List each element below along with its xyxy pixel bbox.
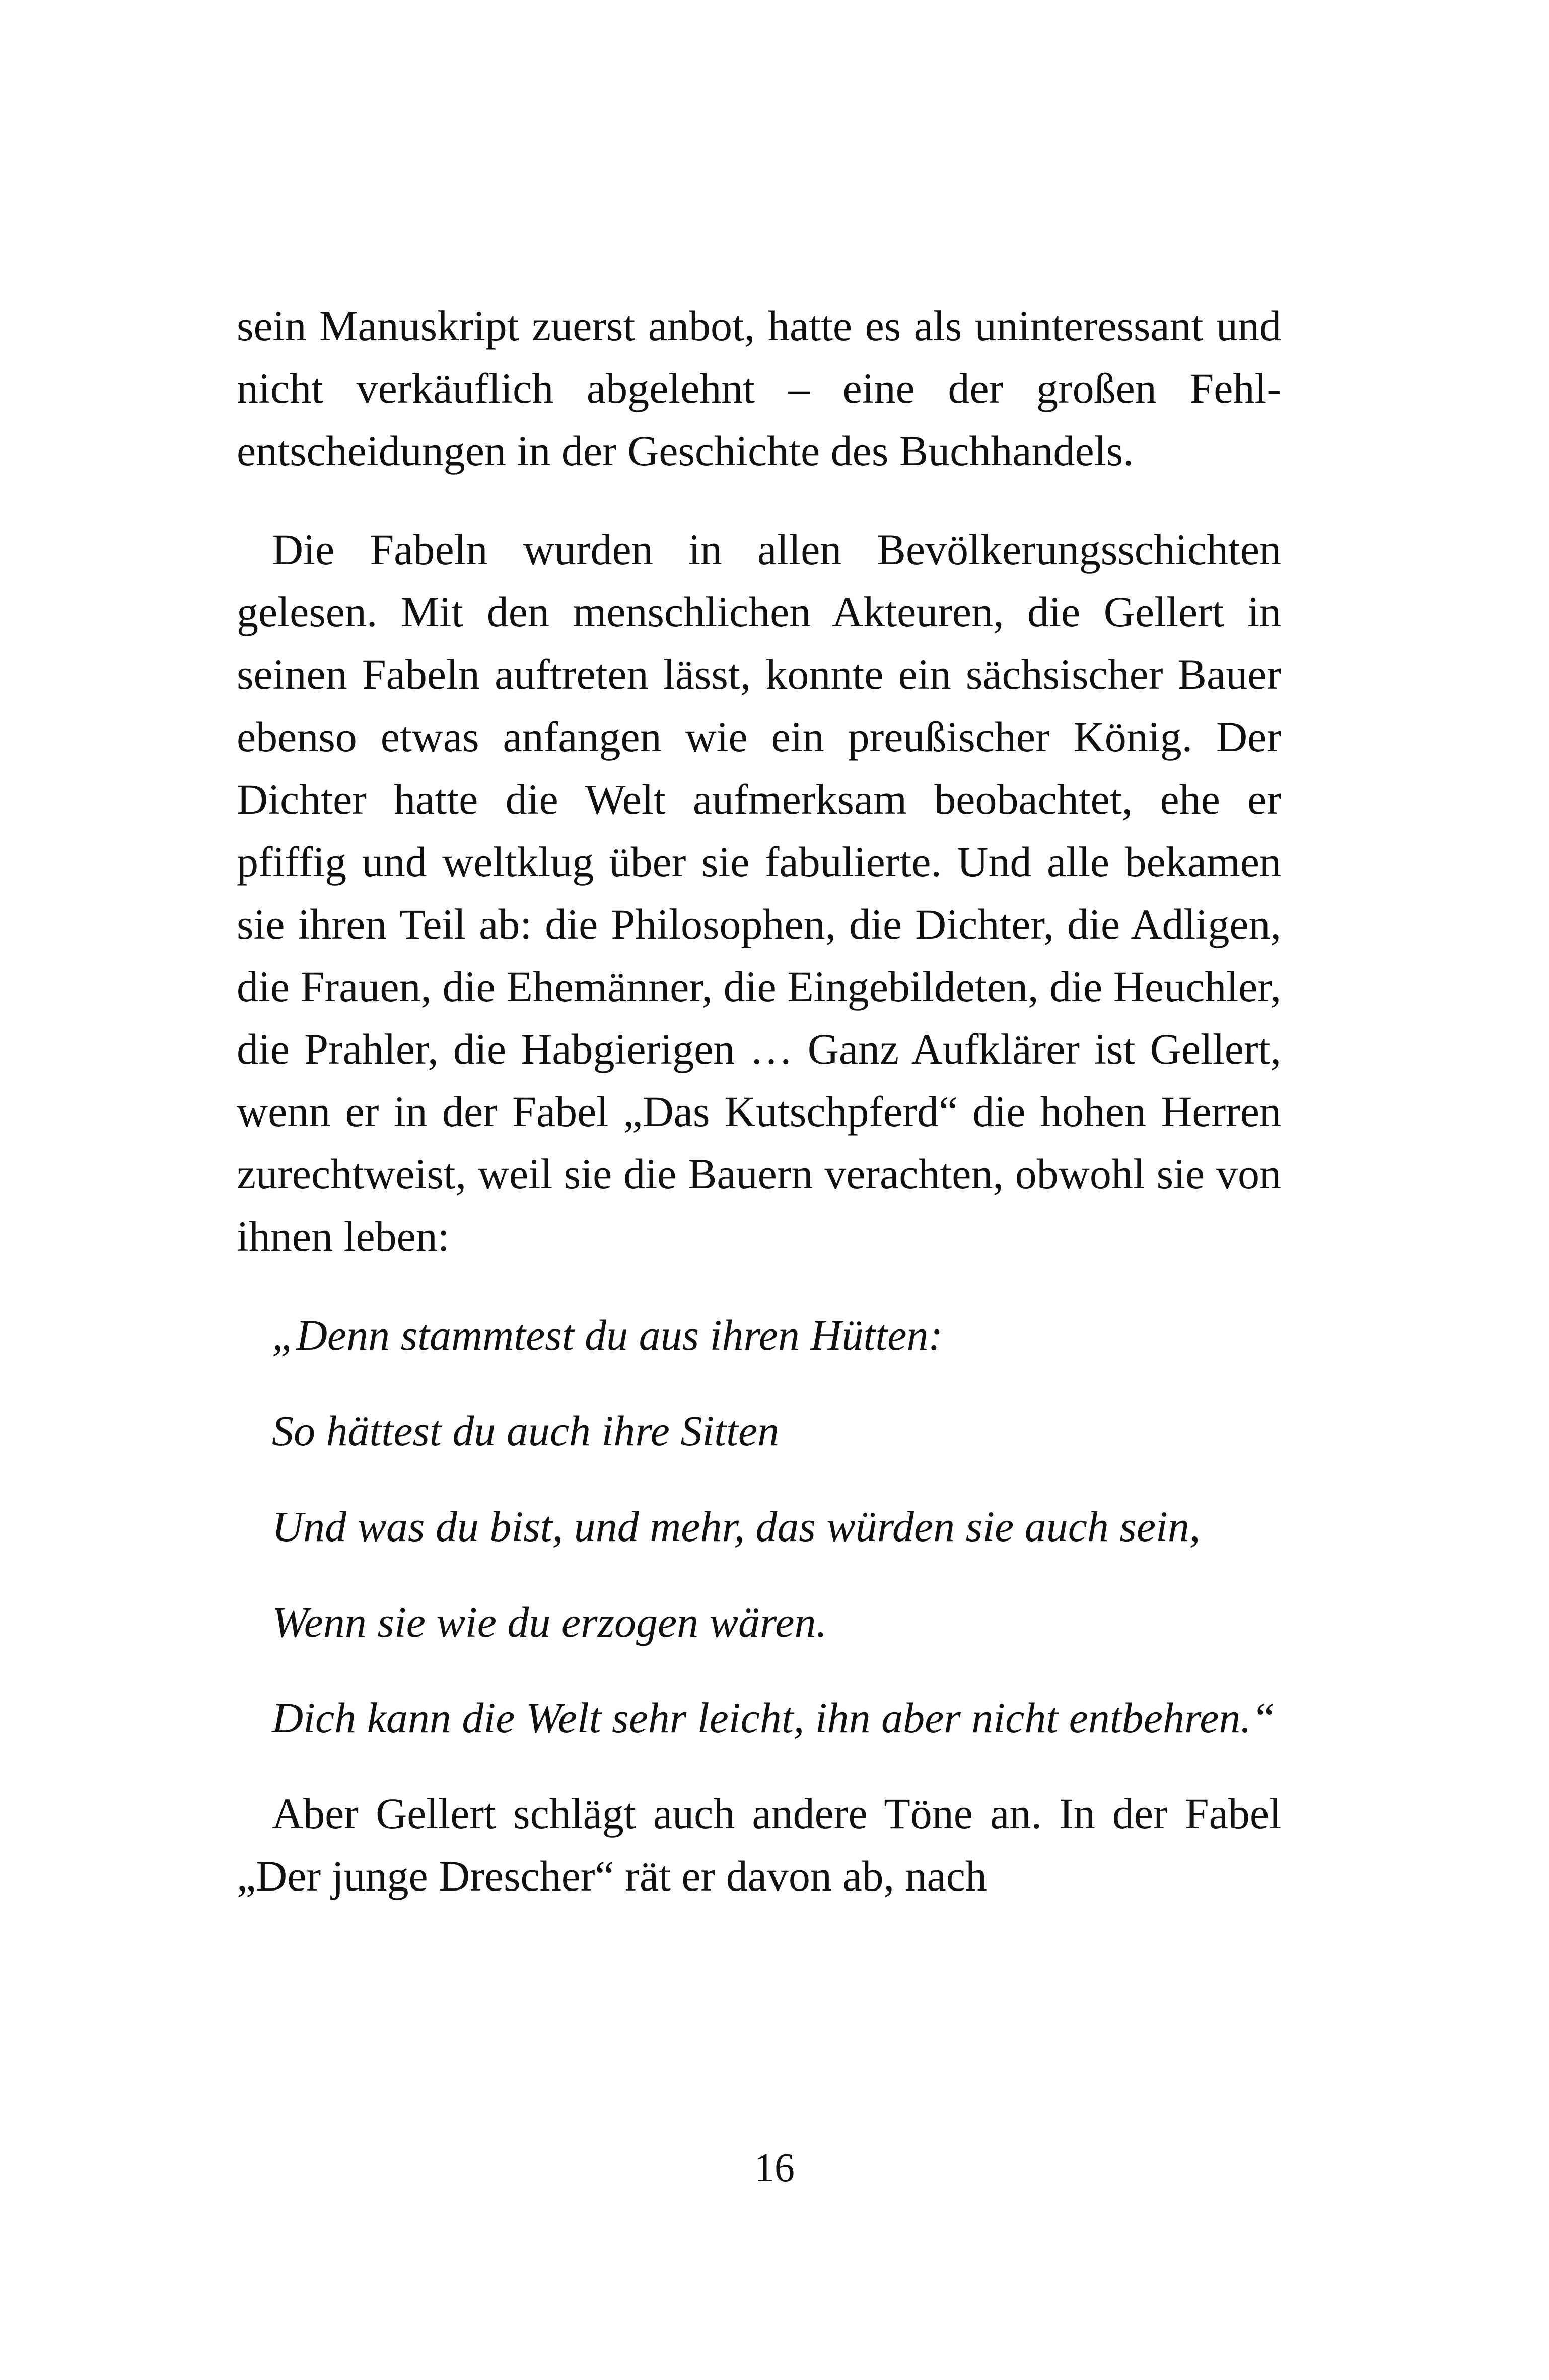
- quote-line: So hättest du auch ihre Sitten: [272, 1407, 780, 1455]
- paragraph-fables: Die Fabeln wurden in allen Bevölkerungsschichten gelesen. Mit den menschlichen Akteuren, die Gellert in seinen Fabeln auftreten lässt, konnte ein sächsischer Bauer ebenso etwas anfangen wie ein preußischer König. Der Dichter hatte die Welt aufmerksam beobachtet, ehe er pfiffig und weltklug über sie fabulierte. Und alle bekamen sie ihren Teil ab: die Philosophen, die Dichter, die Adligen, die Frauen, die Ehemänner, die Eingebildeten, die Heuchler, die Prahler, die Habgierigen … Ganz Aufklärer ist Gellert, wenn er in der Fabel „Das Kutschpferd“ die hohen Herren zurechtweist, weil sie die Bauern verachten, obwohl sie von ihnen leben:: [237, 525, 1281, 1261]
- quote-line: Und was du bist, und mehr, das würden sie auch sein,: [272, 1502, 1201, 1551]
- paragraph-continued: sein Manuskript zuerst anbot, hatte es als uninteressant und nicht verkäuflich abgelehnt – eine der großen Fehl-entscheidungen in der Geschichte des Buchhandels.: [237, 302, 1281, 475]
- quote-line: Dich kann die Welt sehr leicht, ihn aber nicht entbehren.“: [272, 1694, 1276, 1742]
- page-number: 16: [754, 2146, 795, 2190]
- paragraph-other-tones: Aber Gellert schlägt auch andere Töne an. In der Fabel „Der junge Drescher“ rät er davon ab, nach: [237, 1789, 1281, 1900]
- body-text: [237, 295, 1281, 1907]
- quote-line: „Denn stammtest du aus ihren Hütten:: [272, 1311, 943, 1359]
- quote-line: Wenn sie wie du erzogen wären.: [272, 1598, 827, 1646]
- fable-quote: [237, 1304, 1281, 1749]
